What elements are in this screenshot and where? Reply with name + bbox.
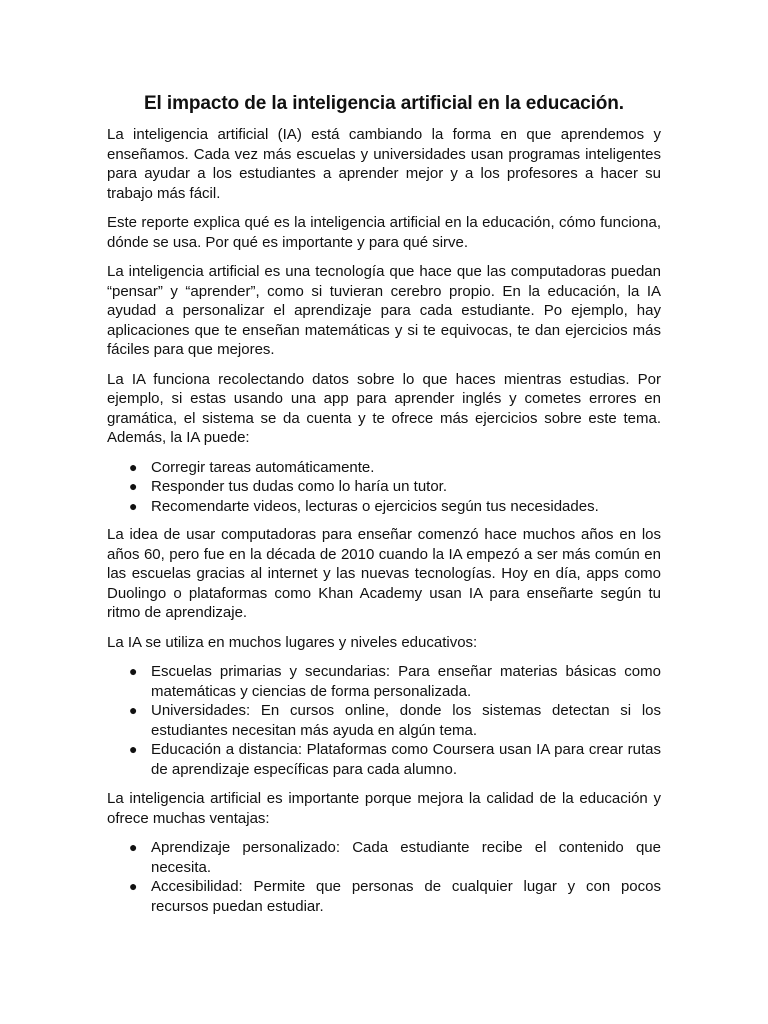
list-item-text: Corregir tareas automáticamente. — [151, 458, 375, 476]
list-item — [129, 477, 661, 497]
list-education-levels — [107, 662, 661, 779]
bullet-icon: ● — [129, 497, 138, 514]
list-item — [129, 701, 661, 740]
list-ia-capabilities — [107, 458, 661, 517]
list-item — [129, 662, 661, 701]
paragraph-report-scope: Este reporte explica qué es la inteligencia artificial en la educación, cómo funciona, dónde se usa. Por qué es importante y para qué sirve. — [107, 214, 661, 251]
paragraph-where-used: La IA se utiliza en muchos lugares y niveles educativos: — [107, 633, 478, 651]
bullet-icon: ● — [129, 741, 138, 757]
bullet-icon: ● — [129, 839, 138, 855]
list-item-text: Accesibilidad: Permite que personas de cualquier lugar y con pocos recursos puedan estudiar. — [151, 878, 661, 915]
paragraph-intro: La inteligencia artificial (IA) está cambiando la forma en que aprendemos y enseñamos. Cada vez más escuelas y universidades usan programas inteligentes para ayudar a los estudiantes a aprender mejor y a los profesores a hacer su trabajo más fácil. — [107, 126, 661, 202]
list-item-text: Universidades: En cursos online, donde los sistemas detectan si los estudiantes necesitan más ayuda en algún tema. — [151, 702, 661, 739]
bullet-icon: ● — [129, 702, 138, 718]
list-item-text: Escuelas primarias y secundarias: Para enseñar materias básicas como matemáticas y ciencias de forma personalizada. — [151, 663, 661, 700]
list-advantages — [107, 838, 661, 916]
bullet-icon: ● — [129, 878, 138, 894]
bullet-icon: ● — [129, 663, 138, 679]
paragraph-history: La idea de usar computadoras para enseñar comenzó hace muchos años en los años 60, pero fue en la década de 2010 cuando la IA empezó a ser más común en las escuelas gracias al internet y las nuevas tecnologías. Hoy en día, apps como Duolingo o plataformas como Khan Academy usan IA para enseñarte según tu ritmo de aprendizaje. — [107, 526, 661, 621]
list-item-text: Recomendarte videos, lecturas o ejercicios según tus necesidades. — [151, 497, 599, 515]
list-item-text: Aprendizaje personalizado: Cada estudiante recibe el contenido que necesita. — [151, 839, 661, 876]
bullet-icon: ● — [129, 458, 138, 475]
list-item — [129, 877, 661, 916]
list-item — [129, 458, 661, 478]
list-item — [129, 497, 661, 517]
paragraph-definition: La inteligencia artificial es una tecnología que hace que las computadoras puedan “pensar” y “aprender”, como si tuvieran cerebro propio. En la educación, la IA ayudad a personalizar el aprendizaje para cada estudiante. Po ejemplo, hay aplicaciones que te enseñan matemáticas y si te equivocas, te dan ejercicios más fáciles para que mejores. — [107, 263, 661, 358]
list-item — [129, 740, 661, 779]
document-title: El impacto de la inteligencia artificial en la educación. — [143, 93, 624, 114]
list-item-text: Educación a distancia: Plataformas como Coursera usan IA para crear rutas de aprendizaje específicas para cada alumno. — [151, 741, 661, 778]
list-item — [129, 838, 661, 877]
paragraph-how-it-works: La IA funciona recolectando datos sobre lo que haces mientras estudias. Por ejemplo, si estas usando una app para aprender inglés y cometes errores en gramática, el sistema se da cuenta y te ofrece más ejercicios sobre este tema. Además, la IA puede: — [107, 370, 661, 446]
bullet-icon: ● — [129, 478, 138, 494]
list-item-text: Responder tus dudas como lo haría un tutor. — [151, 478, 448, 495]
paragraph-importance: La inteligencia artificial es importante porque mejora la calidad de la educación y ofrece muchas ventajas: — [107, 790, 661, 827]
